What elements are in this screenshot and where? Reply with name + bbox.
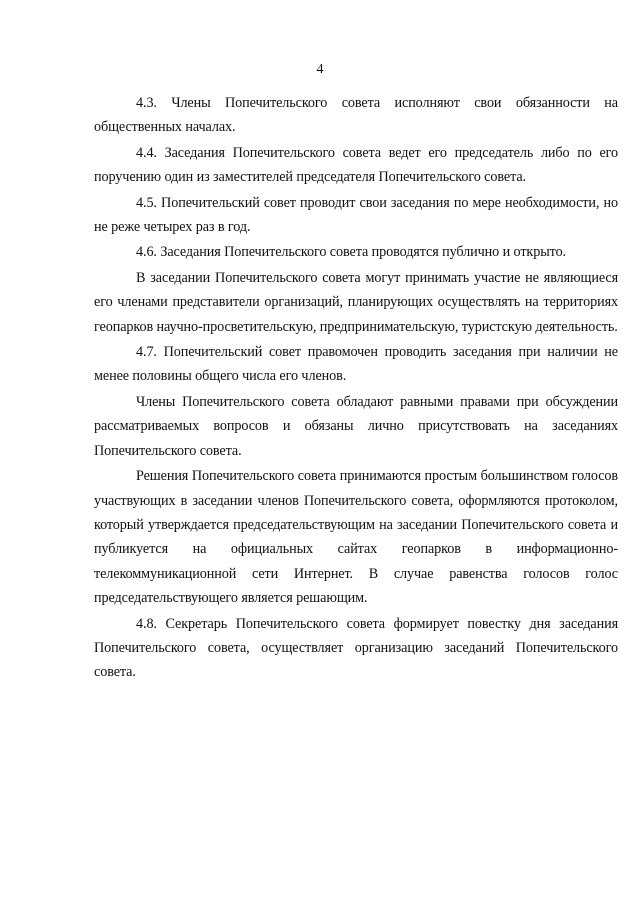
- paragraph-4-7-equal-rights: Члены Попечительского совета обладают равными правами при обсуждении рассматриваемых вопросов и обязаны лично присутствовать на заседаниях Попечительского совета.: [94, 393, 618, 459]
- paragraph-4-6-participation: В заседании Попечительского совета могут принимать участие не являющиеся его членами представители организаций, планирующих осуществлять на территориях геопарков научно-просветительскую, предпринимательскую, туристскую деятельность.: [94, 269, 618, 335]
- paragraph-4-6: 4.6. Заседания Попечительского совета проводятся публично и открыто.: [136, 244, 567, 261]
- paragraph-4-3: 4.3. Члены Попечительского совета исполняют свои обязанности на общественных началах.: [94, 95, 618, 136]
- paragraph-4-7: 4.7. Попечительский совет правомочен проводить заседания при наличии не менее половины общего числа его членов.: [94, 344, 618, 385]
- page-number: 4: [316, 62, 324, 77]
- paragraph-4-5: 4.5. Попечительский совет проводит свои заседания по мере необходимости, но не реже четырех раз в год.: [94, 194, 618, 236]
- paragraph-4-4: 4.4. Заседания Попечительского совета ведет его председатель либо по его поручению один из заместителей председателя Попечительского совета.: [94, 144, 618, 186]
- paragraph-4-8: 4.8. Секретарь Попечительского совета формирует повестку дня заседания Попечительского совета, осуществляет организацию заседаний Попечительского совета.: [94, 615, 618, 681]
- paragraph-4-7-decisions: Решения Попечительского совета принимаются простым большинством голосов участвующих в заседании членов Попечительского совета, оформляются протоколом, который утверждается председательствующим на заседании Попечительского совета и публикуется на официальных сайтах геопарков в информационно-телекоммуникационной сети Интернет. В случае равенства голосов голос председательствующего является решающим.: [94, 468, 618, 607]
- document-body: [94, 91, 618, 686]
